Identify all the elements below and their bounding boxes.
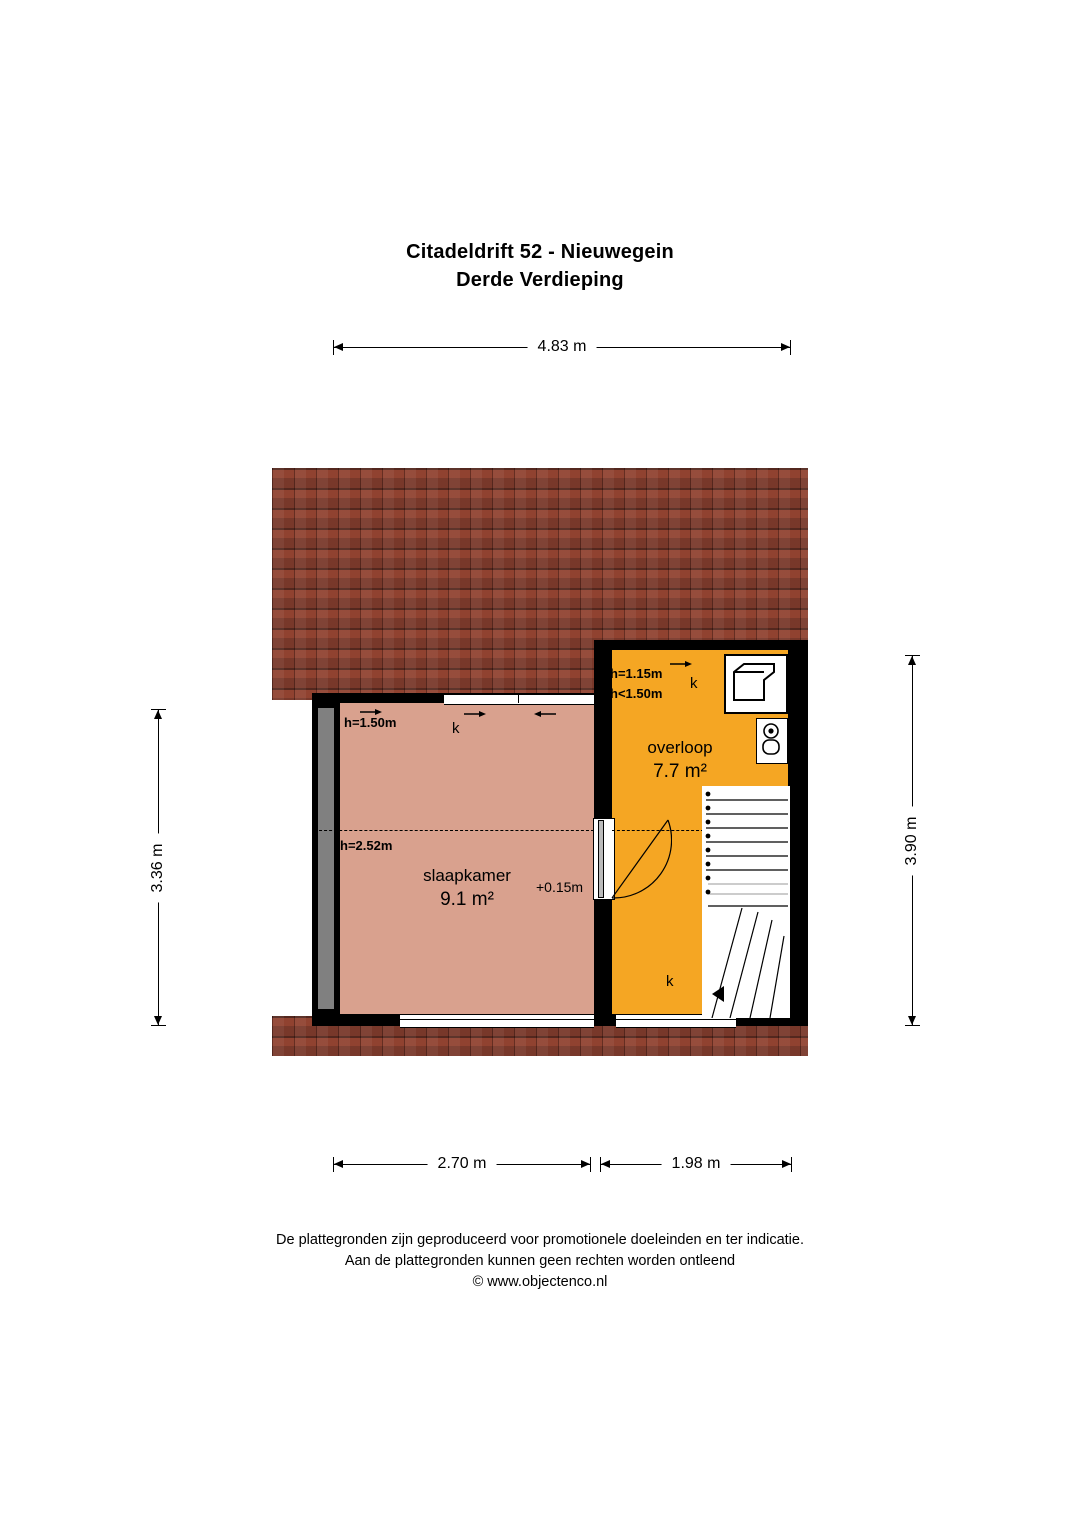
dimension-arrow-top: [908, 656, 916, 665]
wall-right-exterior: [788, 640, 808, 1024]
label-k-bedroom: k: [452, 720, 460, 737]
wall-left-window-strip: [318, 708, 334, 1009]
door-panel-bedroom: [598, 820, 604, 898]
label-height-115: h=1.15m: [610, 666, 663, 681]
toilet-icon: [760, 722, 782, 758]
floor-plan: [272, 468, 808, 1056]
label-k-landing-bottom: k: [666, 973, 674, 990]
label-height-lt-150: h<1.50m: [610, 686, 663, 701]
dimension-arrow-right: [581, 1160, 590, 1168]
dimension-arrow-left: [601, 1160, 610, 1168]
page-title: [0, 238, 1080, 294]
title-address: Citadeldrift 52 - Nieuwegein: [406, 241, 674, 263]
dimension-cap-right: [791, 1157, 792, 1172]
slope-arrow-landing-top: [670, 660, 692, 668]
room-area-bedroom: 9.1 m²: [440, 889, 494, 910]
dimension-arrow-right: [781, 343, 790, 351]
slope-arrow-bedroom-top: [360, 708, 382, 716]
dimension-label-top: 4.83 m: [528, 336, 597, 358]
dimension-arrow-left: [334, 343, 343, 351]
dimension-cap-bottom: [151, 1025, 166, 1026]
dimension-arrow-right: [782, 1160, 791, 1168]
dimension-label-bottom-left: 2.70 m: [428, 1153, 497, 1175]
dimension-bottom-right: [600, 1152, 792, 1176]
dimension-arrow-left: [334, 1160, 343, 1168]
dimension-cap-right: [590, 1157, 591, 1172]
footer-line-1: De plattegronden zijn geproduceerd voor promotionele doeleinden en ter indicatie.: [276, 1232, 804, 1248]
footer-line-2: Aan de plattegronden kunnen geen rechten worden ontleend: [344, 1253, 736, 1269]
room-fill-bedroom: [340, 701, 594, 1016]
room-name-bedroom: slaapkamer: [423, 866, 511, 885]
dimension-label-bottom-right: 1.98 m: [662, 1153, 731, 1175]
dimension-label-left: 3.36 m: [147, 833, 169, 902]
slope-arrow-bedroom-mid: [464, 710, 486, 718]
window-landing-bottom-mullion: [616, 1019, 736, 1020]
slope-arrow-bedroom-right: [534, 710, 556, 718]
dimension-arrow-top: [154, 710, 162, 719]
footer-disclaimer: [0, 1230, 1080, 1293]
label-level-offset: +0.15m: [536, 879, 584, 895]
room-name-landing: overloop: [647, 738, 713, 757]
title-floor: Derde Verdieping: [456, 269, 624, 291]
window-bedroom-bottom-mullion-1: [400, 1019, 594, 1020]
footer-line-3: © www.objectenco.nl: [472, 1274, 608, 1290]
window-bedroom-top: [444, 694, 594, 705]
room-area-landing: 7.7 m²: [653, 761, 707, 782]
label-height-252: h=2.52m: [340, 838, 393, 853]
door-swing-arc-bedroom: [610, 816, 672, 902]
dimension-label-right: 3.90 m: [901, 806, 923, 875]
kneewall-line-bedroom: [314, 830, 594, 831]
dimension-bottom-left: [333, 1152, 591, 1176]
window-bedroom-bottom: [400, 1014, 594, 1028]
dimension-arrow-bottom: [154, 1016, 162, 1025]
dimension-arrow-bottom: [908, 1016, 916, 1025]
label-height-150: h=1.50m: [344, 715, 397, 730]
window-bedroom-top-mullion: [518, 694, 519, 703]
dimension-right-vertical: [900, 655, 924, 1026]
closet-icon: [730, 660, 778, 704]
dimension-top-total: [333, 335, 791, 359]
dimension-left-vertical: [146, 709, 170, 1026]
staircase-icon: [702, 786, 790, 1018]
dimension-cap-bottom: [905, 1025, 920, 1026]
wall-landing-top: [602, 640, 794, 650]
dimension-cap-right: [790, 340, 791, 355]
label-k-landing-top: k: [690, 675, 698, 692]
